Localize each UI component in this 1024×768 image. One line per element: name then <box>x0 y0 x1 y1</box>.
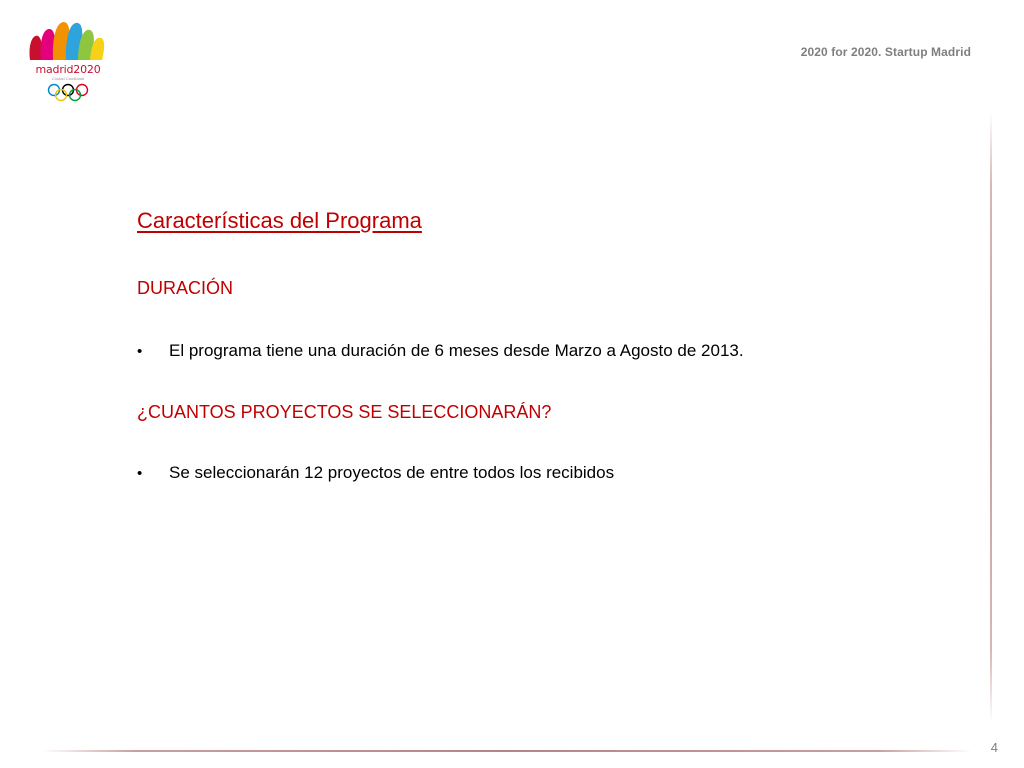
heading-duracion: DURACIÓN <box>137 278 234 298</box>
section-title: Características del Programa <box>137 208 422 233</box>
bottom-divider <box>42 750 972 752</box>
bullet-icon: • <box>137 343 143 360</box>
header-title: 2020 for 2020. Startup Madrid <box>800 45 971 59</box>
right-divider <box>990 112 992 724</box>
logo-subline: Ciudad Candidata <box>51 76 85 81</box>
madrid2020-logo <box>26 16 110 106</box>
hand-petals-icon <box>26 16 110 64</box>
bullet-icon: • <box>137 465 143 482</box>
page-number: 4 <box>990 740 998 755</box>
list-item <box>137 463 614 483</box>
olympic-rings-icon <box>46 83 90 103</box>
heading-proyectos: ¿CUANTOS PROYECTOS SE SELECCIONARÁN? <box>137 402 552 422</box>
bullet-text: Se seleccionarán 12 proyectos de entre todos los recibidos <box>169 463 615 482</box>
bullet-text: El programa tiene una duración de 6 meses desde Marzo a Agosto de 2013. <box>169 341 744 360</box>
list-item <box>137 341 744 361</box>
logo-wordmark: madrid2020 <box>35 63 101 76</box>
